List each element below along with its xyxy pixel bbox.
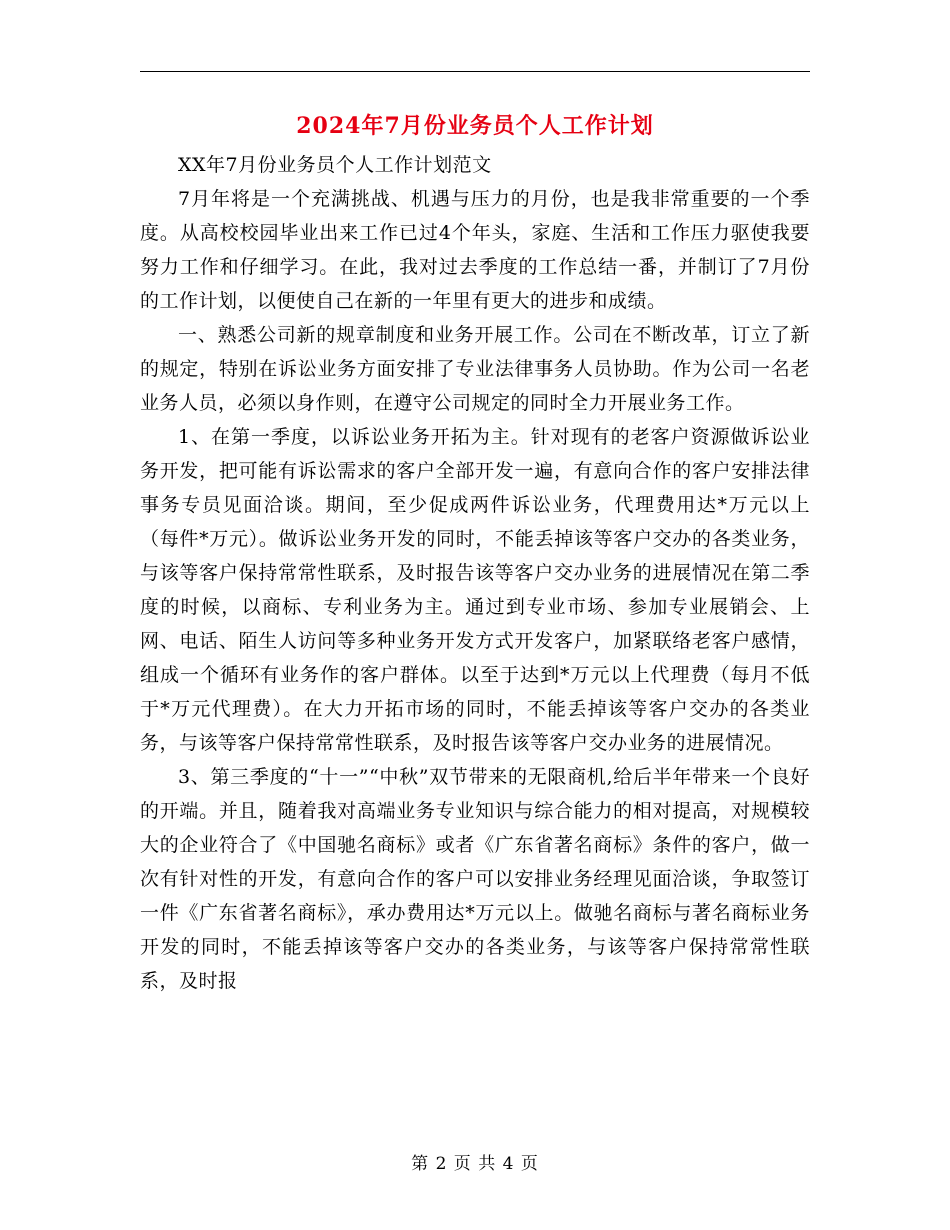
paragraph-section-1: 一、熟悉公司新的规章制度和业务开展工作。公司在不断改革，订立了新的规定，特别在诉讼业务方面安排了专业法律事务人员协助。作为公司一名老业务人员，必须以身作则，在遵守公司规定的同时全力开展业务工作。 xyxy=(140,324,810,414)
document-title: 2024年7月份业务员个人工作计划 xyxy=(296,113,654,139)
header-rule xyxy=(140,71,810,72)
paragraph-intro: 7月年将是一个充满挑战、机遇与压力的月份，也是我非常重要的一个季度。从高校校园毕业出来工作已过4个年头，家庭、生活和工作压力驱使我要努力工作和仔细学习。在此，我对过去季度的工作总结一番，并制订了7月份的工作计划，以便使自己在新的一年里有更大的进步和成绩。 xyxy=(140,188,810,312)
paragraph-item-3: 3、第三季度的“十一”“中秋”双节带来的无限商机,给后半年带来一个良好的开端。并且，随着我对高端业务专业知识与综合能力的相对提高，对规模较大的企业符合了《中国驰名商标》或者《广东省著名商标》条件的客户，做一次有针对性的开发，有意向合作的客户可以安排业务经理见面洽谈，争取签订一件《广东省著名商标》，承办费用达*万元以上。做驰名商标与著名商标业务开发的同时，不能丢掉该等客户交办的各类业务，与该等客户保持常常性联系，及时报 xyxy=(140,766,810,992)
page-number-footer: 第 2 页 共 4 页 xyxy=(411,1154,539,1174)
document-body xyxy=(140,148,810,998)
paragraph-item-1: 1、在第一季度，以诉讼业务开拓为主。针对现有的老客户资源做诉讼业务开发，把可能有诉讼需求的客户全部开发一遍，有意向合作的客户安排法律事务专员见面洽谈。期间，至少促成两件诉讼业务，代理费用达*万元以上（每件*万元）。做诉讼业务开发的同时，不能丢掉该等客户交办的各类业务，与该等客户保持常常性联系，及时报告该等客户交办业务的进展情况在第二季度的时候，以商标、专利业务为主。通过到专业市场、参加专业展销会、上网、电话、陌生人访问等多种业务开发方式开发客户，加紧联络老客户感情，组成一个循环有业务作的客户群体。以至于达到*万元以上代理费（每月不低于*万元代理费）。在大力开拓市场的同时，不能丢掉该等客户交办的各类业务，与该等客户保持常常性联系，及时报告该等客户交办业务的进展情况。 xyxy=(140,426,810,754)
paragraph-subtitle: XX年7月份业务员个人工作计划范文 xyxy=(178,154,492,176)
